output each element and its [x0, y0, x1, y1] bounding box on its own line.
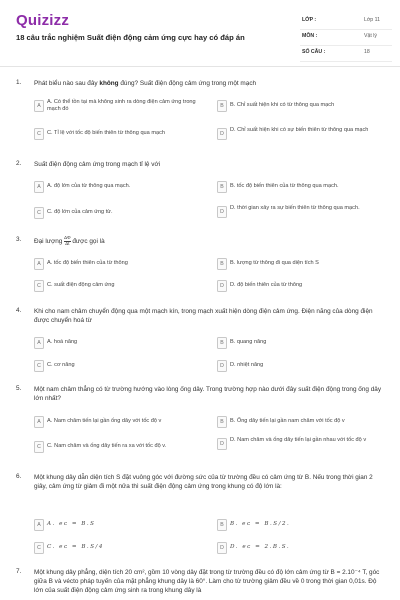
- meta-row-question-count: [300, 46, 392, 62]
- option-letter-box: D: [217, 542, 227, 554]
- option-text: B. eᴄ = B.S/2.: [230, 520, 291, 527]
- option-letter-box: C: [34, 128, 44, 140]
- option-text: B. Chỉ suất hiện khi có từ thông qua mạch: [230, 101, 335, 108]
- option-text: C. Tỉ lệ với tốc độ biến thiên từ thông qua mạch: [47, 129, 166, 136]
- question-number: 2.: [16, 160, 22, 167]
- document-title: 18 câu trắc nghiệm Suất điện động cảm ứng cực hay có đáp án: [16, 33, 245, 42]
- option-letter-box: C: [34, 207, 44, 219]
- option-letter-box: D: [217, 438, 227, 450]
- option-letter-box: B: [217, 416, 227, 428]
- option-text: C. độ lớn của cảm ứng từ.: [47, 208, 113, 215]
- option-text: C. cơ năng: [47, 361, 75, 368]
- option-text: D. thời gian xảy ra sự biến thiên từ thông qua mạch.: [230, 205, 360, 211]
- option-letter-box: A: [34, 519, 44, 531]
- option-letter-box: A: [34, 181, 44, 193]
- meta-label: SỐ CÂU :: [302, 49, 326, 55]
- option-text: B. quang năng: [230, 338, 267, 345]
- option-text: A. tốc độ biến thiên của từ thông: [47, 259, 128, 266]
- option-text: B. tốc độ biến thiên của từ thông qua mạch.: [230, 182, 339, 189]
- question-text: Suất điện động cảm ứng trong mạch tỉ lệ với: [34, 161, 161, 168]
- meta-info: [300, 14, 392, 62]
- quizizz-logo: Quizizz: [16, 12, 70, 29]
- delta-phi-over-delta-t-fraction: $\frac{\Delta\Phi}{\Delta t}$: [64, 235, 71, 246]
- emphasis-text: không: [99, 80, 119, 87]
- option-letter-box: D: [217, 206, 227, 218]
- option-letter-box: D: [217, 360, 227, 372]
- question-text: Một khung dây dẫn diện tích S đặt vuông góc với đường sức của từ trường đều có cảm ứng từ B. Nếu trong thời gian 2 giây, cảm ứng từ giảm đi một nửa thì suất điện động cảm ứng trong khung có độ lớn là:: [34, 474, 373, 490]
- option-letter-box: B: [217, 100, 227, 112]
- question-number: 5.: [16, 385, 22, 392]
- option-text: C. Nam châm và ống dây tiến ra xa với tốc độ v.: [47, 442, 167, 449]
- option-letter-box: C: [34, 441, 44, 453]
- question-number: 3.: [16, 236, 22, 243]
- option-letter-box: D: [217, 128, 227, 140]
- option-letter-box: C: [34, 542, 44, 554]
- option-text: D. Nam châm và ống dây tiến lại gần nhau với tốc độ v: [230, 437, 367, 443]
- option-letter-box: C: [34, 360, 44, 372]
- question-text: Đại lượng $\frac{\Delta\Phi}{\Delta t}$ được gọi là: [34, 235, 105, 246]
- question-text: Một khung dây phẳng, diện tích 20 cm², gồm 10 vòng dây đặt trong từ trường đều có độ lớn cảm ứng từ B = 2.10⁻⁴ T, góc giữa B và vécto pháp tuyến của mặt phẳng khung dây là 60°. Làm cho từ trường giảm đều về 0 trong thời gian 0,01s. Độ lớn của suất điện động cảm ứng sinh ra trong khung dây là: [34, 569, 380, 594]
- meta-value: 18: [364, 49, 370, 55]
- option-text: D. eᴄ = 2.B.S.: [230, 543, 291, 550]
- question-text: Khi cho nam châm chuyển động qua một mạch kín, trong mạch xuất hiện dòng điện cảm ứng. Điện năng của dòng điện được chuyển hoá từ: [34, 308, 373, 324]
- option-text: D. Chỉ suất hiện khi có sự biến thiên từ thông qua mạch: [230, 127, 369, 133]
- meta-row-class: [300, 14, 392, 30]
- question-number: 1.: [16, 79, 22, 86]
- question-text: Một nam châm thẳng có từ trường hướng vào lòng ống dây. Trong trường hợp nào dưới đây suất điện động trong ống dây lớn nhất?: [34, 386, 382, 402]
- option-text: A. Nam châm tiến lại gần ống dây với tốc độ v: [47, 417, 162, 424]
- meta-value: Lớp 11: [364, 17, 380, 23]
- option-text: D. độ biến thiên của từ thông: [230, 281, 303, 288]
- option-letter-box: B: [217, 181, 227, 193]
- option-text: A. hoá năng: [47, 338, 78, 345]
- option-text: C. eᴄ = B.S/4: [47, 543, 104, 550]
- option-text: A. eᴄ = B.S: [47, 520, 96, 527]
- meta-label: MÔN :: [302, 33, 318, 39]
- option-letter-box: B: [217, 519, 227, 531]
- option-letter-box: C: [34, 280, 44, 292]
- option-text: B. Ống dây tiến lại gần nam châm với tốc độ v: [230, 417, 345, 424]
- meta-row-subject: [300, 30, 392, 46]
- option-letter-box: B: [217, 258, 227, 270]
- option-letter-box: A: [34, 258, 44, 270]
- question-text: Phát biểu nào sau đây không đúng? Suất điện động cảm ứng trong một mạch: [34, 80, 257, 87]
- meta-value: Vật lý: [364, 33, 377, 39]
- option-letter-box: D: [217, 280, 227, 292]
- option-text: A. độ lớn của từ thông qua mạch.: [47, 182, 131, 189]
- meta-label: LỚP :: [302, 17, 317, 23]
- option-text: C. suất điện động cảm ứng: [47, 281, 115, 288]
- option-text: B. lượng từ thông đi qua diện tích S: [230, 259, 319, 266]
- option-text: A. Có thể tồn tại mà không sinh ra dòng điện cảm ứng trong mạch đó: [47, 99, 196, 113]
- option-letter-box: A: [34, 100, 44, 112]
- question-number: 7.: [16, 568, 22, 575]
- option-letter-box: A: [34, 337, 44, 349]
- option-letter-box: B: [217, 337, 227, 349]
- option-letter-box: A: [34, 416, 44, 428]
- question-number: 6.: [16, 473, 22, 480]
- worksheet-header: [0, 0, 400, 67]
- option-text: D. nhiệt năng: [230, 361, 264, 368]
- question-number: 4.: [16, 307, 22, 314]
